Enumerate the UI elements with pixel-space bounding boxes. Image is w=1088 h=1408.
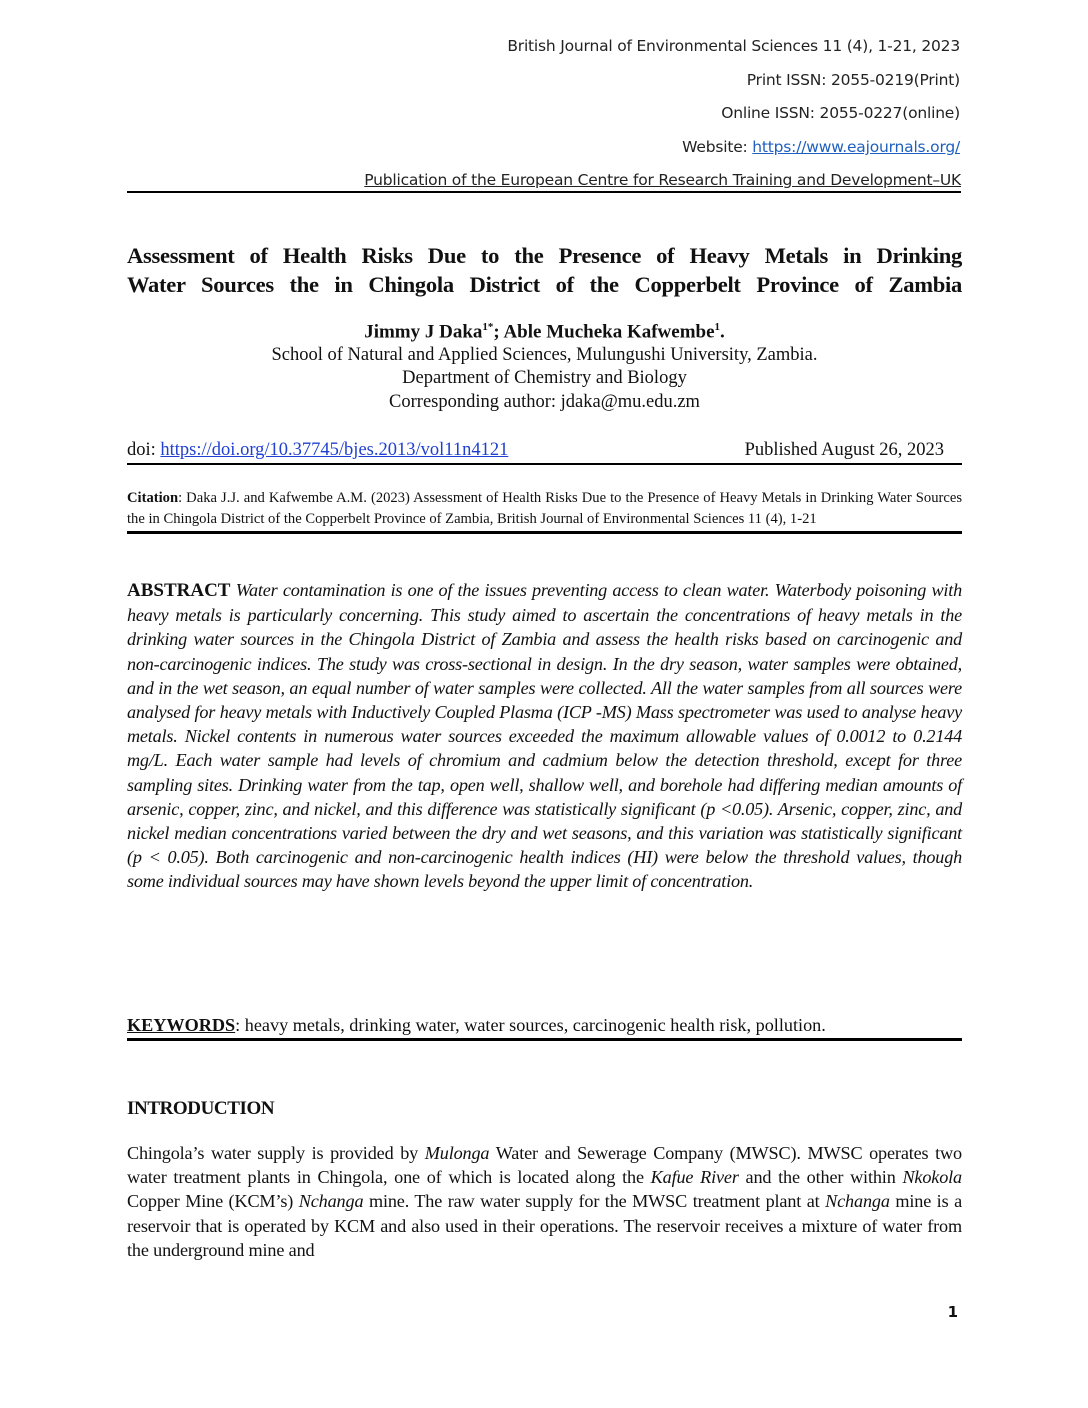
introduction-paragraph [127,1141,962,1262]
corresponding-author: Corresponding author: jdaka@mu.edu.zm [389,391,700,412]
keywords [127,1015,962,1041]
author-block [127,316,962,414]
print-issn: Print ISSN: 2055-0219(Print) [746,71,960,89]
keywords-label: KEYWORDS [127,1015,236,1035]
paper-title [127,241,962,299]
author-separator: ; [493,321,504,343]
abstract [127,578,962,894]
intro-text: Water and Sewerage Company (MWSC). MWSC operates two water treatment plants in Chingola, one of which is located along the [127,1143,962,1188]
author-list [127,316,962,344]
intro-text: and the other within [738,1167,903,1188]
intro-text: Copper Mine (KCM’s) [127,1191,299,1212]
author-2-affiliation-mark: 1 [714,321,721,333]
author-1-affiliation-mark: 1* [482,321,494,333]
intro-italic-term: Kafue River [650,1167,739,1188]
intro-text: Chingola’s water supply is provided by [127,1143,425,1163]
author-2: Able Mucheka Kafwembe [503,321,715,343]
citation-label: Citation [127,490,179,506]
publisher-line: Publication of the European Centre for Research Training and Development–UK [127,171,961,193]
title-line-1: Assessment of Health Risks Due to the Presence of Heavy Metals in Drinking [127,243,962,268]
doi-link[interactable]: https://doi.org/10.37745/bjes.2013/vol11n4121 [160,440,509,460]
introduction-heading: INTRODUCTION [127,1098,275,1119]
doi-row [127,440,962,465]
intro-italic-term: Nkokola [902,1167,962,1188]
author-list-end: . [720,321,725,343]
intro-text: mine is a reservoir that is operated by KCM and also used in their operations. The reservoir receives a mixture of water from the underground mine and [127,1191,962,1260]
intro-italic-term: Nchanga [825,1191,890,1212]
website-label: Website: [682,138,753,156]
website-line [682,138,960,156]
title-line-2: Water Sources the in Chingola District of the Copperbelt Province of Zambia [127,272,962,297]
citation-text: : Daka J.J. and Kafwembe A.M. (2023) Assessment of Health Risks Due to the Presence of Heavy Metals in Drinking Water Sources the in Chingola District of the Copperbelt Province of Zambia, British Journal of Environmental Sciences 11 (4), 1-21 [127,490,962,527]
online-issn: Online ISSN: 2055-0227(online) [721,104,960,122]
intro-italic-term: Mulonga [424,1143,490,1163]
affiliation: School of Natural and Applied Sciences, Mulungushi University, Zambia. [271,344,818,365]
published-date: Published August 26, 2023 [744,440,944,460]
abstract-label: ABSTRACT [127,580,231,601]
journal-citation-header: British Journal of Environmental Sciences 11 (4), 1-21, 2023 [507,37,960,55]
abstract-text: Water contamination is one of the issues preventing access to clean water. Waterbody poisoning with heavy metals is particularly concerning. This study aimed to ascertain the concentrations of heavy metals in the drinking water sources in the Chingola District of Zambia and assess the health risks based on carcinogenic and non-carcinogenic indices. The study was cross-sectional in design. In the dry season, water samples were obtained, and in the wet season, an equal number of water samples were collected. All the water samples from all sources were analysed for heavy metals with Inductively Coupled Plasma (ICP -MS) Mass spectrometer was used to analyse heavy metals. Nickel contents in numerous water sources exceeded the maximum allowable values of 0.0012 to 0.2144 mg/L. Each water sample had levels of chromium and cadmium below the detection threshold, except for three sampling sites. Drinking water from the tap, open well, shallow well, and borehole had differing median amounts of arsenic, copper, zinc, and nickel, and this difference was statistically significant (p <0.05). Arsenic, copper, zinc, and nickel median concentrations varied between the dry and wet seasons, and this variation was statistically significant (p < 0.05). Both carcinogenic and non-carcinogenic health indices (HI) were below the threshold values, though some individual sources may have shown levels beyond the upper limit of concentration. [127,580,962,892]
page-number: 1 [947,1303,958,1321]
website-link[interactable]: https://www.eajournals.org/ [752,138,960,156]
department: Department of Chemistry and Biology [402,368,687,389]
citation-block [127,488,962,534]
intro-italic-term: Nchanga [298,1191,364,1212]
keywords-text: : heavy metals, drinking water, water sources, carcinogenic health risk, pollution. [235,1015,826,1035]
author-1: Jimmy J Daka [364,321,483,343]
doi-label: doi: [127,440,161,460]
intro-text: mine. The raw water supply for the MWSC treatment plant at [363,1191,826,1212]
